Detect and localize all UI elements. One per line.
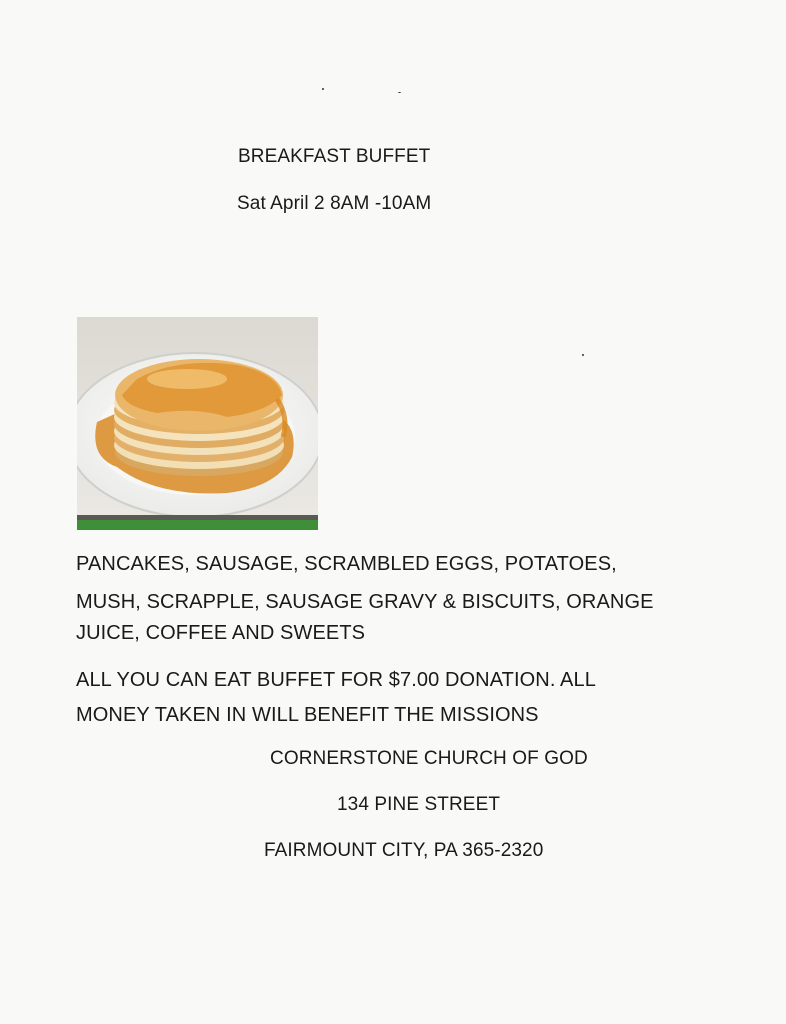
menu-line: PANCAKES, SAUSAGE, SCRAMBLED EGGS, POTATOES, <box>76 553 617 575</box>
city-and-phone: FAIRMOUNT CITY, PA 365-2320 <box>264 840 544 861</box>
donation-line: MONEY TAKEN IN WILL BENEFIT THE MISSIONS <box>76 704 539 726</box>
donation-line: ALL YOU CAN EAT BUFFET FOR $7.00 DONATION. ALL <box>76 669 596 691</box>
church-name: CORNERSTONE CHURCH OF GOD <box>270 748 588 769</box>
pancake-photo <box>77 317 318 530</box>
menu-line: JUICE, COFFEE AND SWEETS <box>76 622 366 644</box>
scan-speck <box>322 88 324 90</box>
flyer-title: BREAKFAST BUFFET <box>238 146 431 167</box>
event-date-time: Sat April 2 8AM -10AM <box>237 193 432 214</box>
street-address: 134 PINE STREET <box>337 794 501 815</box>
scan-speck <box>398 92 401 93</box>
menu-line: MUSH, SCRAPPLE, SAUSAGE GRAVY & BISCUITS, ORANGE <box>76 591 654 613</box>
scan-speck <box>582 354 584 356</box>
